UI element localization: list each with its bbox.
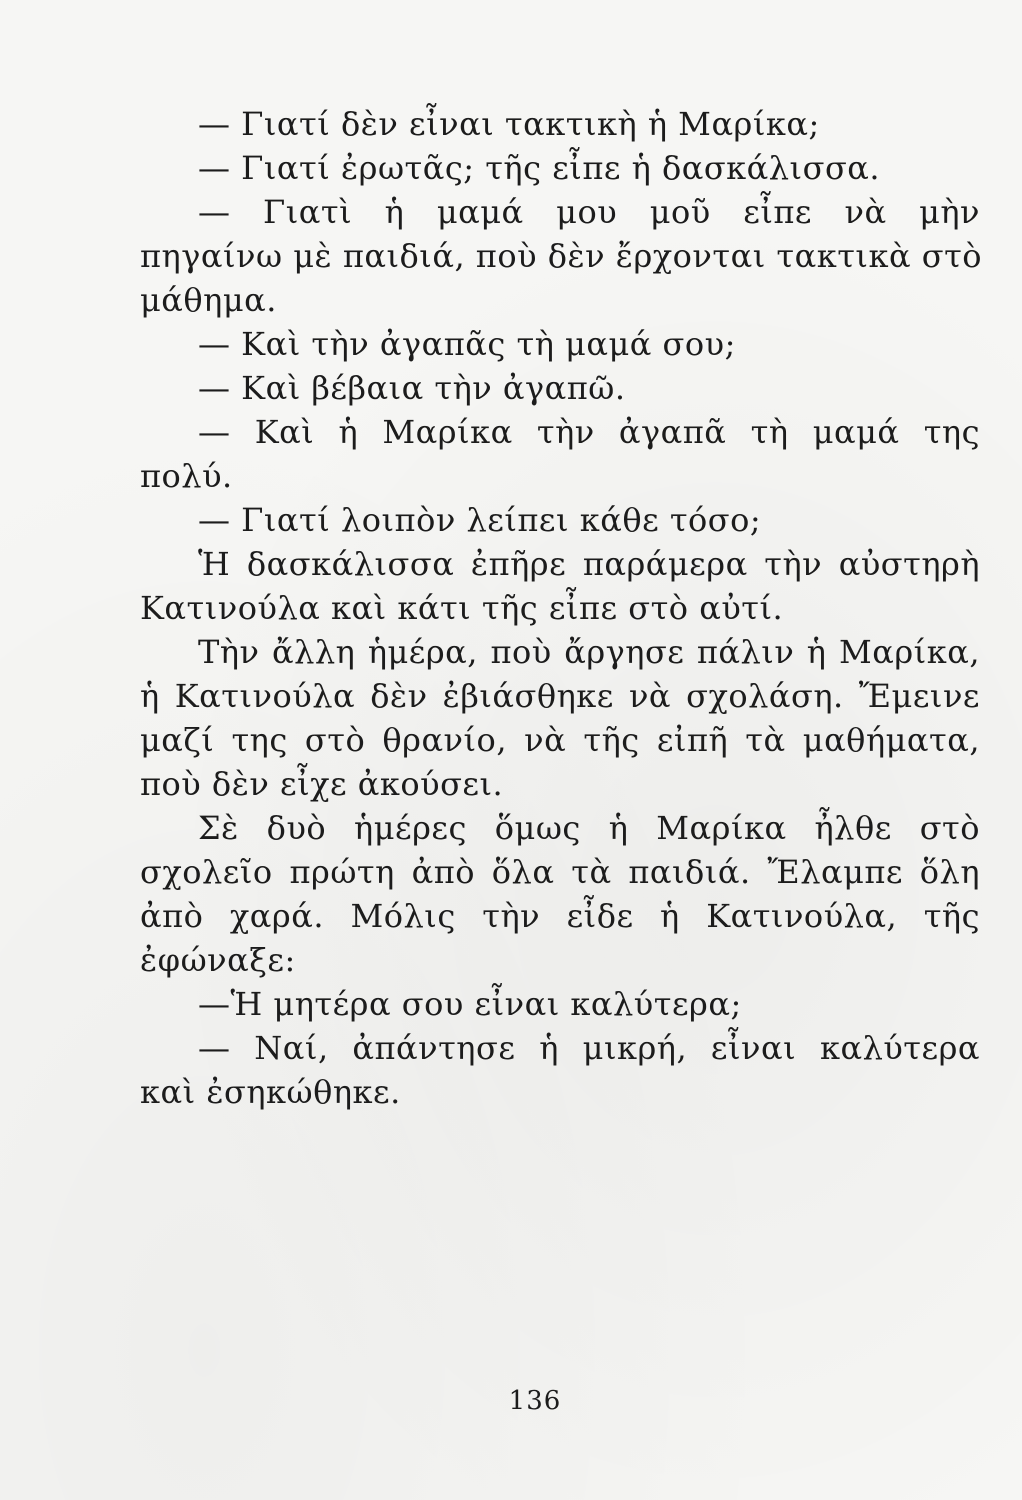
text-line: ποὺ δὲν εἶχε ἀκούσει. [140, 765, 504, 803]
text-line: Τὴν ἄλλη ἡμέρα, ποὺ ἄργησε πάλιν ἡ Μαρίκα, [198, 633, 980, 671]
text-line: —Ἡ μητέρα σου εἶναι καλύτερα; [198, 985, 742, 1023]
text-line: Κατινούλα καὶ κάτι τῆς εἶπε στὸ αὐτί. [140, 589, 784, 627]
text-line: μαζί της στὸ θρανίο, νὰ τῆς εἰπῆ τὰ μαθήματα, [140, 721, 980, 759]
text-line: μάθημα. [140, 281, 277, 319]
text-line: καὶ ἐσηκώθηκε. [140, 1073, 401, 1111]
text-line: — Γιατί δὲν εἶναι τακτικὴ ἡ Μαρίκα; [198, 105, 820, 143]
text-line: — Γιατὶ ἡ μαμά μου μοῦ εἶπε νὰ μὴν [198, 193, 980, 231]
text-line: — Καὶ τὴν ἀγαπᾶς τὴ μαμά σου; [198, 325, 736, 363]
text-line: ἡ Κατινούλα δὲν ἐβιάσθηκε νὰ σχολάση. Ἔμεινε [140, 677, 980, 715]
text-line: ἐφώναξε: [140, 941, 296, 979]
text-line: — Γιατί ἐρωτᾶς; τῆς εἶπε ἡ δασκάλισσα. [198, 149, 881, 187]
page-number-text: 136 [508, 1386, 562, 1416]
text-line: Σὲ δυὸ ἡμέρες ὅμως ἡ Μαρίκα ἦλθε στὸ [198, 809, 980, 847]
text-line: πηγαίνω μὲ παιδιά, ποὺ δὲν ἔρχονται τακτικὰ στὸ [140, 237, 983, 275]
text-line: ἀπὸ χαρά. Μόλις τὴν εἶδε ἡ Κατινούλα, τῆς [140, 897, 980, 935]
text-line: σχολεῖο πρώτη ἀπὸ ὅλα τὰ παιδιά. Ἔλαμπε ὅλη [140, 853, 980, 891]
text-line: — Καὶ ἡ Μαρίκα τὴν ἀγαπᾶ τὴ μαμά της [198, 413, 980, 451]
text-line: — Γιατί λοιπὸν λείπει κάθε τόσο; [198, 501, 762, 539]
page-number [0, 1386, 1022, 1416]
body-text [140, 102, 983, 1114]
text-line: πολύ. [140, 457, 233, 495]
text-line: Ἡ δασκάλισσα ἐπῆρε παράμερα τὴν αὐστηρὴ [198, 545, 980, 583]
text-line: — Καὶ βέβαια τὴν ἀγαπῶ. [198, 369, 626, 407]
text-line: — Ναί, ἀπάντησε ἡ μικρή, εἶναι καλύτερα [198, 1029, 980, 1067]
